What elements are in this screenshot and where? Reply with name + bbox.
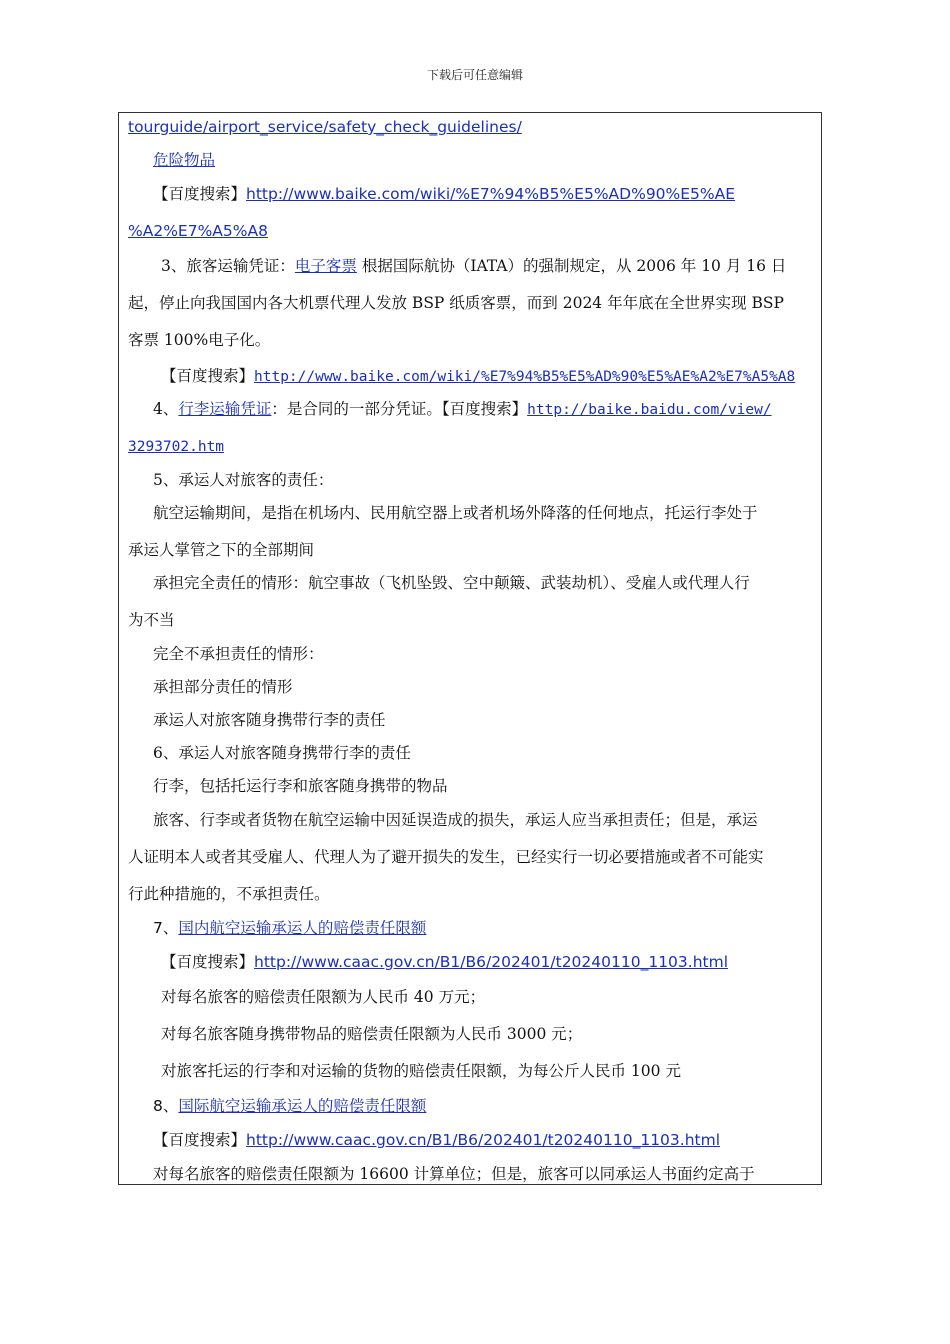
link-baggage-voucher[interactable]: 行李运输凭证 (178, 400, 272, 418)
page-header: 下载后可任意编辑 (426, 68, 523, 82)
search-label: 【百度搜索】 (161, 367, 255, 385)
para-baggage-def: 行李，包括托运行李和旅客随身携带的物品 (153, 777, 448, 795)
url-continuation-3[interactable] (128, 436, 813, 457)
para-transport-period-2: 承运人掌管之下的全部期间 (128, 541, 315, 559)
link-baike-eticket-full[interactable]: http://www.baike.com/wiki/%E7%94%B5%E5%AD%90%E5%AE%A2%E7%A5%A8 (254, 369, 796, 385)
para-partial-liability: 承担部分责任的情形 (153, 678, 293, 696)
link-domestic-limit[interactable]: 国内航空运输承运人的赔偿责任限额 (178, 919, 427, 937)
line-baidu-search-4 (153, 1130, 813, 1150)
heading-carrier-liability: 5、承运人对旅客的责任： (153, 471, 334, 489)
line-baidu-search-3 (161, 952, 813, 972)
heading-domestic-limit (153, 918, 813, 938)
para-limit-passenger: 对每名旅客的赔偿责任限额为人民币 40 万元； (161, 988, 486, 1006)
heading-carryon-liability: 6、承运人对旅客随身携带行李的责任 (153, 744, 411, 762)
para-delay-2: 人证明本人或者其受雇人、代理人为了避开损失的发生，已经实行一切必要措施或者不可能实 (128, 848, 764, 866)
para-eticket-2: 起，停止向我国国内各大机票代理人发放 BSP 纸质客票，而到 2024 年年底在全世界实现 BSP (128, 294, 784, 312)
para-delay-3: 行此种措施的，不承担责任。 (128, 885, 330, 903)
para-intl-passenger: 对每名旅客的赔偿责任限额为 16600 计算单位；但是，旅客可以同承运人书面约定高于 (153, 1165, 755, 1183)
link-safety-check[interactable]: tourguide/airport_service/safety_check_guidelines/ (128, 118, 522, 136)
text-segment: ：是合同的一部分凭证。【百度搜索】 (271, 400, 528, 418)
line-baidu-search-1 (153, 184, 813, 204)
text-segment: 根据国际航协（IATA）的强制规定，从 2006 年 10 月 16 日 (356, 257, 787, 275)
link-baidu-view[interactable]: http://baike.baidu.com/view/ (527, 402, 772, 418)
para-transport-period: 航空运输期间，是指在机场内、民用航空器上或者机场外降落的任何地点，托运行李处于 (153, 504, 758, 522)
para-eticket (161, 256, 813, 276)
para-limit-carryon: 对每名旅客随身携带物品的赔偿责任限额为人民币 3000 元； (161, 1025, 583, 1043)
line-baidu-search-2 (161, 366, 813, 387)
para-eticket-3: 客票 100%电子化。 (128, 331, 271, 349)
link-eticket[interactable]: 电子客票 (294, 257, 357, 275)
link-intl-limit[interactable]: 国际航空运输承运人的赔偿责任限额 (178, 1097, 427, 1115)
para-delay: 旅客、行李或者货物在航空运输中因延误造成的损失，承运人应当承担责任；但是，承运 (153, 811, 758, 829)
para-no-liability: 完全不承担责任的情形： (153, 645, 324, 663)
text-segment: 4、 (153, 400, 179, 418)
url-continuation[interactable] (128, 117, 813, 137)
url-continuation-2[interactable] (128, 221, 813, 241)
para-full-liability: 承担完全责任的情形：航空事故（飞机坠毁、空中颠簸、武装劫机）、受雇人或代理人行 (153, 574, 750, 592)
search-label: 【百度搜索】 (161, 953, 255, 971)
text-segment: 8、 (153, 1097, 179, 1115)
link-baidu-view-cont[interactable]: 3293702.htm (128, 439, 225, 455)
link-baike-eticket-cont[interactable]: %A2%E7%A5%A8 (128, 222, 268, 240)
para-full-liability-2: 为不当 (128, 611, 175, 629)
link-caac-2[interactable]: http://www.caac.gov.cn/B1/B6/202401/t20240110_1103.html (246, 1131, 721, 1149)
para-baggage-voucher (153, 399, 813, 420)
link-caac-1[interactable]: http://www.caac.gov.cn/B1/B6/202401/t20240110_1103.html (254, 953, 729, 971)
line-dangerous-goods[interactable] (153, 150, 813, 170)
link-baike-eticket[interactable]: http://www.baike.com/wiki/%E7%94%B5%E5%AD%90%E5%AE (246, 185, 736, 203)
para-carryon-liability: 承运人对旅客随身携带行李的责任 (153, 711, 386, 729)
heading-intl-limit (153, 1096, 813, 1116)
text-segment: 7、 (153, 919, 179, 937)
search-label: 【百度搜索】 (153, 1131, 247, 1149)
content-table-cell (118, 112, 822, 1185)
text-segment: 3、旅客运输凭证： (161, 257, 295, 275)
para-limit-cargo: 对旅客托运的行李和对运输的货物的赔偿责任限额，为每公斤人民币 100 元 (161, 1062, 681, 1080)
link-dangerous-goods[interactable]: 危险物品 (153, 151, 216, 169)
search-label: 【百度搜索】 (153, 185, 247, 203)
